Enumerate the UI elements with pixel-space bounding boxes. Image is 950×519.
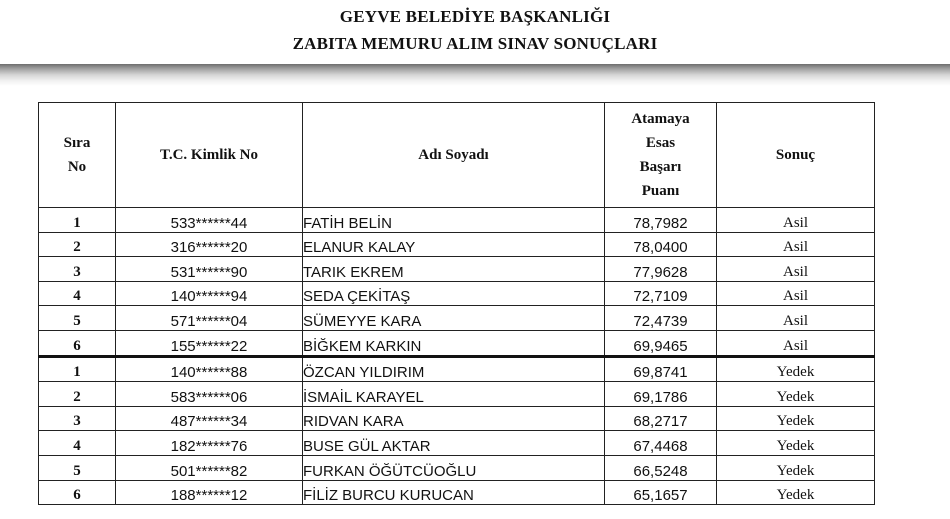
col-header-sira: Sıra No [39,103,116,208]
cell-name: RIDVAN KARA [303,406,605,431]
table-row [39,232,875,257]
cell-name: BUSE GÜL AKTAR [303,431,605,456]
cell-score: 69,8741 [605,356,717,382]
cell-name: BİĞKEM KARKIN [303,330,605,356]
cell-sira: 2 [39,232,116,257]
cell-score: 78,7982 [605,208,717,233]
cell-sira: 6 [39,480,116,505]
col-header-result: Sonuç [717,103,875,208]
document-header [0,0,950,66]
cell-name: SEDA ÇEKİTAŞ [303,281,605,306]
cell-result: Yedek [717,406,875,431]
table-row [39,431,875,456]
cell-tc: 487******34 [116,406,303,431]
cell-score: 72,7109 [605,281,717,306]
cell-result: Asil [717,281,875,306]
table-row [39,281,875,306]
table-header-row [39,103,875,208]
cell-tc: 531******90 [116,257,303,282]
table-row [39,306,875,331]
cell-result: Asil [717,232,875,257]
cell-score: 77,9628 [605,257,717,282]
cell-tc: 155******22 [116,330,303,356]
cell-sira: 4 [39,431,116,456]
cell-name: FİLİZ BURCU KURUCAN [303,480,605,505]
cell-name: TARIK EKREM [303,257,605,282]
cell-result: Asil [717,306,875,331]
cell-name: İSMAİL KARAYEL [303,382,605,407]
cell-result: Yedek [717,455,875,480]
cell-tc: 140******94 [116,281,303,306]
cell-sira: 5 [39,455,116,480]
cell-tc: 533******44 [116,208,303,233]
cell-sira: 1 [39,208,116,233]
cell-result: Yedek [717,431,875,456]
cell-sira: 3 [39,406,116,431]
cell-sira: 6 [39,330,116,356]
table-row [39,330,875,356]
header-title: ZABITA MEMURU ALIM SINAV SONUÇLARI [292,34,658,53]
cell-sira: 2 [39,382,116,407]
cell-score: 69,1786 [605,382,717,407]
cell-name: SÜMEYYE KARA [303,306,605,331]
cell-sira: 3 [39,257,116,282]
cell-score: 78,0400 [605,232,717,257]
results-table [38,102,875,505]
cell-tc: 140******88 [116,356,303,382]
cell-tc: 571******04 [116,306,303,331]
cell-tc: 182******76 [116,431,303,456]
col-header-tc: T.C. Kimlik No [116,103,303,208]
cell-score: 68,2717 [605,406,717,431]
cell-name: FURKAN ÖĞÜTCÜOĞLU [303,455,605,480]
col-header-score: Atamaya Esas Başarı Puanı [605,103,717,208]
cell-result: Asil [717,208,875,233]
page-fold-shadow [0,64,950,86]
cell-result: Yedek [717,356,875,382]
table-row [39,455,875,480]
cell-score: 67,4468 [605,431,717,456]
cell-name: FATİH BELİN [303,208,605,233]
cell-tc: 188******12 [116,480,303,505]
table-row [39,356,875,382]
cell-result: Asil [717,257,875,282]
cell-tc: 316******20 [116,232,303,257]
cell-score: 72,4739 [605,306,717,331]
cell-sira: 4 [39,281,116,306]
cell-name: ELANUR KALAY [303,232,605,257]
cell-result: Yedek [717,480,875,505]
table-row [39,257,875,282]
table-row [39,382,875,407]
table-row [39,208,875,233]
col-header-name: Adı Soyadı [303,103,605,208]
cell-score: 66,5248 [605,455,717,480]
cell-sira: 5 [39,306,116,331]
cell-tc: 583******06 [116,382,303,407]
cell-sira: 1 [39,356,116,382]
cell-tc: 501******82 [116,455,303,480]
cell-result: Asil [717,330,875,356]
header-institution: GEYVE BELEDİYE BAŞKANLIĞI [339,7,611,26]
cell-score: 65,1657 [605,480,717,505]
table-row [39,480,875,505]
cell-name: ÖZCAN YILDIRIM [303,356,605,382]
cell-score: 69,9465 [605,330,717,356]
cell-result: Yedek [717,382,875,407]
table-row [39,406,875,431]
